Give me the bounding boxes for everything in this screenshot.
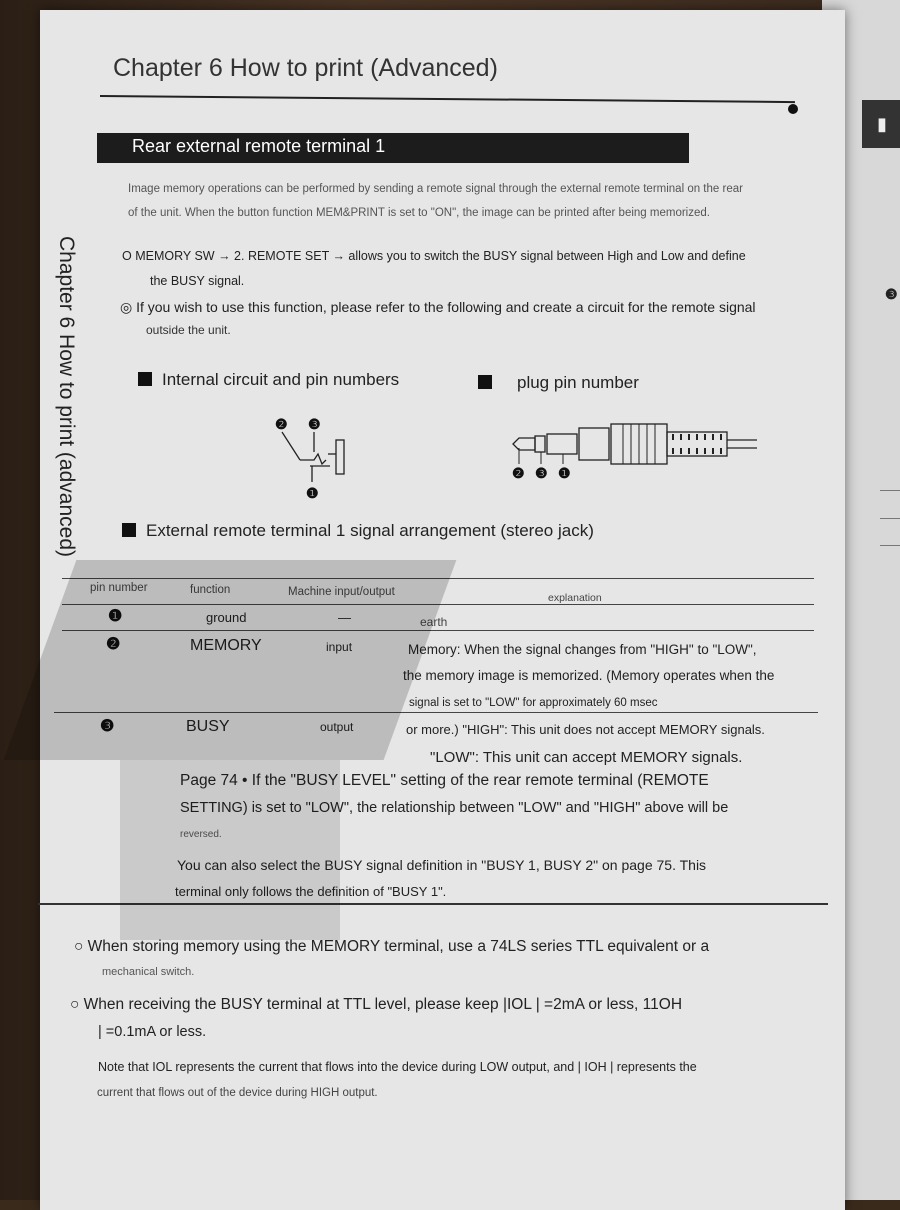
- table-rule-header: [62, 604, 814, 605]
- table-row2-function: MEMORY: [190, 637, 262, 654]
- plug-pin-3-label: ❸: [535, 465, 548, 481]
- table-row2-explanation-line1: Memory: When the signal changes from "HIGH" to "LOW",: [408, 642, 757, 657]
- facing-page-rule: [880, 490, 900, 491]
- plug-pin-2-label: ❷: [512, 465, 525, 481]
- section-title: Rear external remote terminal 1: [132, 136, 386, 156]
- table-rule-row1: [62, 630, 814, 631]
- table-row3-io: output: [320, 720, 354, 734]
- bullet2-line2: | =0.1mA or less.: [98, 1024, 207, 1040]
- page74-note-line3: reversed.: [180, 829, 222, 840]
- table-row1-pin: ❶: [108, 608, 123, 625]
- section-divider: [38, 903, 828, 905]
- side-chapter-label: Chapter 6 How to print (advanced): [55, 236, 78, 557]
- table-rule-row2: [54, 712, 818, 713]
- note1-line2: the BUSY signal.: [150, 274, 245, 288]
- table-row1-io: —: [338, 610, 351, 625]
- intro-text-line2: of the unit. When the button function MEM&PRINT is set to "ON", the image can be printed after being memorized.: [128, 207, 710, 219]
- square-bullet-icon: [478, 375, 492, 389]
- busy-definition-line2: terminal only follows the definition of "BUSY 1".: [175, 884, 447, 899]
- table-header-pin: pin number: [90, 582, 148, 594]
- bullet2-line1: ○ When receiving the BUSY terminal at TTL level, please keep |IOL | =2mA or less, 11OH: [70, 996, 683, 1013]
- heading-plug-label: plug pin number: [517, 373, 639, 392]
- circuit-pin-3-label: ❸: [308, 416, 321, 432]
- bullet1-line2: mechanical switch.: [102, 966, 195, 978]
- square-bullet-icon: [122, 523, 136, 537]
- table-row2-pin: ❷: [106, 636, 121, 653]
- table-row3-pin: ❸: [100, 718, 115, 735]
- table-row2-explanation-line2: the memory image is memorized. (Memory operates when the: [403, 668, 775, 683]
- note1-line1: O MEMORY SW → 2. REMOTE SET → allows you to switch the BUSY signal between High and Low and define: [122, 249, 746, 263]
- note2-line2: outside the unit.: [146, 323, 231, 337]
- chapter-title: Chapter 6 How to print (Advanced): [113, 54, 498, 82]
- bullet1-line1: ○ When storing memory using the MEMORY terminal, use a 74LS series TTL equivalent or a: [74, 938, 710, 955]
- page74-note-line2: SETTING) is set to "LOW", the relationship between "LOW" and "HIGH" above will be: [180, 800, 729, 816]
- heading-plug-pin: [478, 373, 639, 393]
- facing-page-number: ❸: [885, 286, 898, 302]
- circuit-pin-1-label: ❶: [306, 485, 319, 501]
- table-row2-explanation-line3: signal is set to "LOW" for approximately 60 msec: [409, 697, 658, 709]
- heading-internal-circuit: [138, 370, 399, 390]
- circuit-pin-2-label: ❷: [275, 416, 288, 432]
- table-row1-explanation: earth: [420, 615, 448, 629]
- table-rule-top: [62, 578, 814, 579]
- table-row3-explanation-line2: "LOW": This unit can accept MEMORY signals.: [430, 749, 743, 766]
- note-line2: current that flows out of the device during HIGH output.: [97, 1087, 378, 1099]
- table-header-explanation: explanation: [548, 592, 602, 604]
- heading-internal-label: Internal circuit and pin numbers: [162, 370, 400, 389]
- heading-signal-arrangement: [122, 521, 594, 541]
- plug-pin-1-label: ❶: [558, 465, 571, 481]
- facing-page-rule: [880, 545, 900, 546]
- stereo-plug-diagram: [505, 418, 765, 470]
- busy-definition-line1: You can also select the BUSY signal definition in "BUSY 1, BUSY 2" on page 75. This: [177, 857, 707, 873]
- title-rule-dot: [788, 104, 798, 114]
- note-line1: Note that IOL represents the current that flows into the device during LOW output, and | IOH | represents the: [98, 1060, 697, 1074]
- page74-note-line1: Page 74 • If the "BUSY LEVEL" setting of the rear remote terminal (REMOTE: [180, 772, 709, 789]
- table-row3-function: BUSY: [186, 718, 230, 735]
- internal-circuit-diagram: [270, 430, 360, 490]
- heading-signal-label: External remote terminal 1 signal arrangement (stereo jack): [146, 521, 594, 540]
- facing-page-tab: ▮: [862, 100, 900, 148]
- intro-text-line1: Image memory operations can be performed by sending a remote signal through the external remote terminal on the rear: [128, 183, 743, 195]
- table-header-io: Machine input/output: [288, 586, 395, 598]
- facing-page-rule: [880, 518, 900, 519]
- table-row2-io: input: [326, 640, 353, 654]
- table-header-function: function: [190, 584, 231, 596]
- square-bullet-icon: [138, 372, 152, 386]
- note2-line1: ◎ If you wish to use this function, please refer to the following and create a circuit for the remote signal: [120, 299, 756, 315]
- table-row3-explanation-line1: or more.) "HIGH": This unit does not accept MEMORY signals.: [406, 722, 765, 737]
- table-row1-function: ground: [206, 610, 247, 625]
